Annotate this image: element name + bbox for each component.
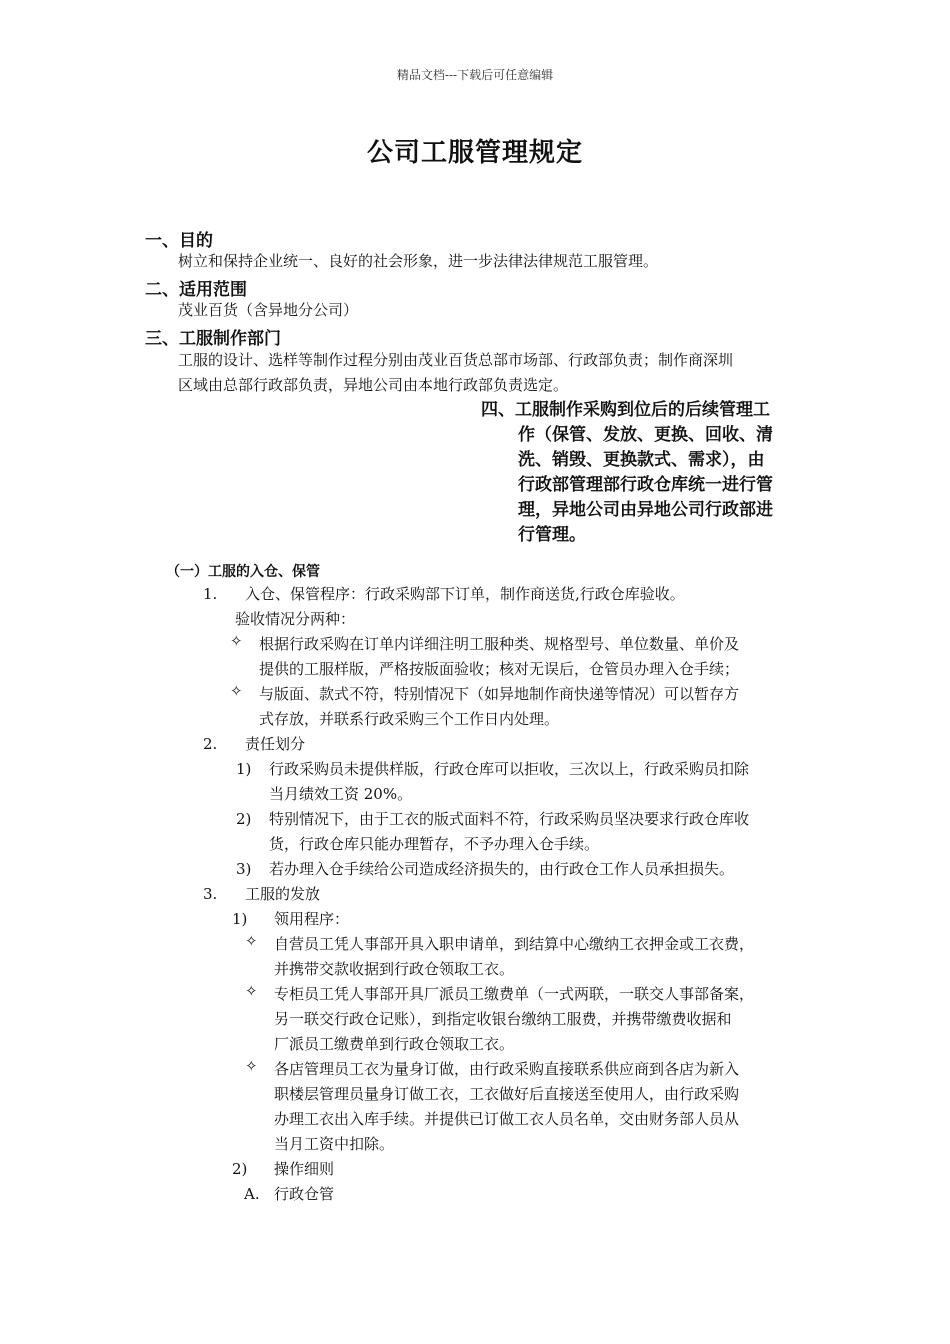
section-4-heading-line: 行管理。 <box>518 525 586 545</box>
item-3-text: 工服的发放 <box>245 885 321 903</box>
item-3-bullet-line: 专柜员工凭人事部开具厂派员工缴费单（一式两联，一联交人事部备案， <box>274 985 755 1003</box>
item-3-bullet-line: 并携带交款收据到行政仓领取工衣。 <box>274 960 515 978</box>
item-3-bullet-line: 当月工资中扣除。 <box>274 1135 395 1153</box>
item-2-sub-number: 2) <box>236 810 252 828</box>
section-3-body-line: 工服的设计、选样等制作过程分别由茂业百货总部市场部、行政部负责；制作商深圳 <box>178 351 734 369</box>
section-4-heading-line: 洗、销毁、更换款式、需求），由 <box>518 450 765 470</box>
item-2-sub-line: 当月绩效工资 20%。 <box>269 785 413 803</box>
item-2-sub-line: 特别情况下，由于工衣的版式面料不符，行政采购员坚决要求行政仓库收 <box>269 810 750 828</box>
item-3-subA-label: A. <box>244 1185 260 1203</box>
item-3-bullet-line: 职楼层管理员量身订做工衣，工衣做好后直接送至使用人，由行政采购 <box>274 1085 740 1103</box>
item-1-text: 入仓、保管程序：行政采购部下订单，制作商送货,行政仓库验收。 <box>245 585 685 603</box>
item-3-number: 3. <box>203 885 218 903</box>
item-1-bullet-line: 与版面、款式不符，特别情况下（如异地制作商快递等情况）可以暂存方 <box>259 685 740 703</box>
section-3-heading: 三、工服制作部门 <box>145 329 281 349</box>
diamond-star-icon: ✧ <box>245 1057 258 1075</box>
item-3-bullet-line: 自营员工凭人事部开具入职申请单，到结算中心缴纳工衣押金或工衣费， <box>274 935 755 953</box>
item-2-sub-line: 货，行政仓库只能办理暂存，不予办理入仓手续。 <box>269 835 600 853</box>
section-1-body: 树立和保持企业统一、良好的社会形象，进一步法律法律规范工服管理。 <box>178 252 659 270</box>
section-4-heading-line: 理，异地公司由异地公司行政部进 <box>518 500 773 520</box>
item-2-sub-number: 1) <box>236 760 252 778</box>
item-2-text: 责任划分 <box>245 735 306 753</box>
item-1-number: 1. <box>203 585 218 603</box>
subsection-1-heading: （一）工服的入仓、保管 <box>166 564 320 580</box>
section-3-body-line: 区域由总部行政部负责，异地公司由本地行政部负责选定。 <box>178 376 569 394</box>
item-1-bullet-line: 式存放，并联系行政采购三个工作日内处理。 <box>259 710 560 728</box>
item-3-bullet-line: 厂派员工缴费单到行政仓领取工衣。 <box>274 1035 515 1053</box>
section-4-heading-line: 行政部管理部行政仓库统一进行管 <box>518 475 773 495</box>
section-4-heading <box>481 398 821 548</box>
item-3-sub-text: 领用程序： <box>274 910 350 928</box>
page-header: 精品文档---下载后可任意编辑 <box>396 68 554 82</box>
item-3-subA-text: 行政仓管 <box>274 1185 335 1203</box>
item-1-note: 验收情况分两种： <box>235 610 356 628</box>
item-3-sub-number: 1) <box>232 910 248 928</box>
diamond-star-icon: ✧ <box>245 932 258 950</box>
item-3-sub-text: 操作细则 <box>274 1160 335 1178</box>
section-4-heading-line: 作（保管、发放、更换、回收、清 <box>518 425 773 445</box>
item-3-bullet-line: 各店管理员工衣为量身订做，由行政采购直接联系供应商到各店为新入 <box>274 1060 740 1078</box>
item-2-number: 2. <box>203 735 218 753</box>
section-2-heading: 二、适用范围 <box>145 280 247 300</box>
diamond-star-icon: ✧ <box>230 632 243 650</box>
diamond-star-icon: ✧ <box>245 982 258 1000</box>
document-title: 公司工服管理规定 <box>366 138 583 168</box>
item-2-sub-line: 行政采购员未提供样版，行政仓库可以拒收，三次以上，行政采购员扣除 <box>269 760 750 778</box>
section-4-heading-line: 四、工服制作采购到位后的后续管理工 <box>481 400 770 420</box>
item-2-sub-line: 若办理入仓手续给公司造成经济损失的，由行政仓工作人员承担损失。 <box>269 860 735 878</box>
item-3-bullet-line: 另一联交行政仓记账），到指定收银台缴纳工服费，并携带缴费收据和 <box>274 1010 732 1028</box>
item-1-bullet-line: 提供的工服样版，严格按版面验收；核对无误后，仓管员办理入仓手续； <box>259 660 740 678</box>
item-3-bullet-line: 办理工衣出入库手续。并提供已订做工衣人员名单，交由财务部人员从 <box>274 1110 740 1128</box>
item-1-bullet-line: 根据行政采购在订单内详细注明工服种类、规格型号、单位数量、单价及 <box>259 635 740 653</box>
section-2-body: 茂业百货（含异地分公司） <box>178 301 359 319</box>
item-3-sub-number: 2) <box>232 1160 248 1178</box>
section-1-heading: 一、目的 <box>145 231 213 251</box>
item-2-sub-number: 3) <box>236 860 252 878</box>
diamond-star-icon: ✧ <box>230 682 243 700</box>
